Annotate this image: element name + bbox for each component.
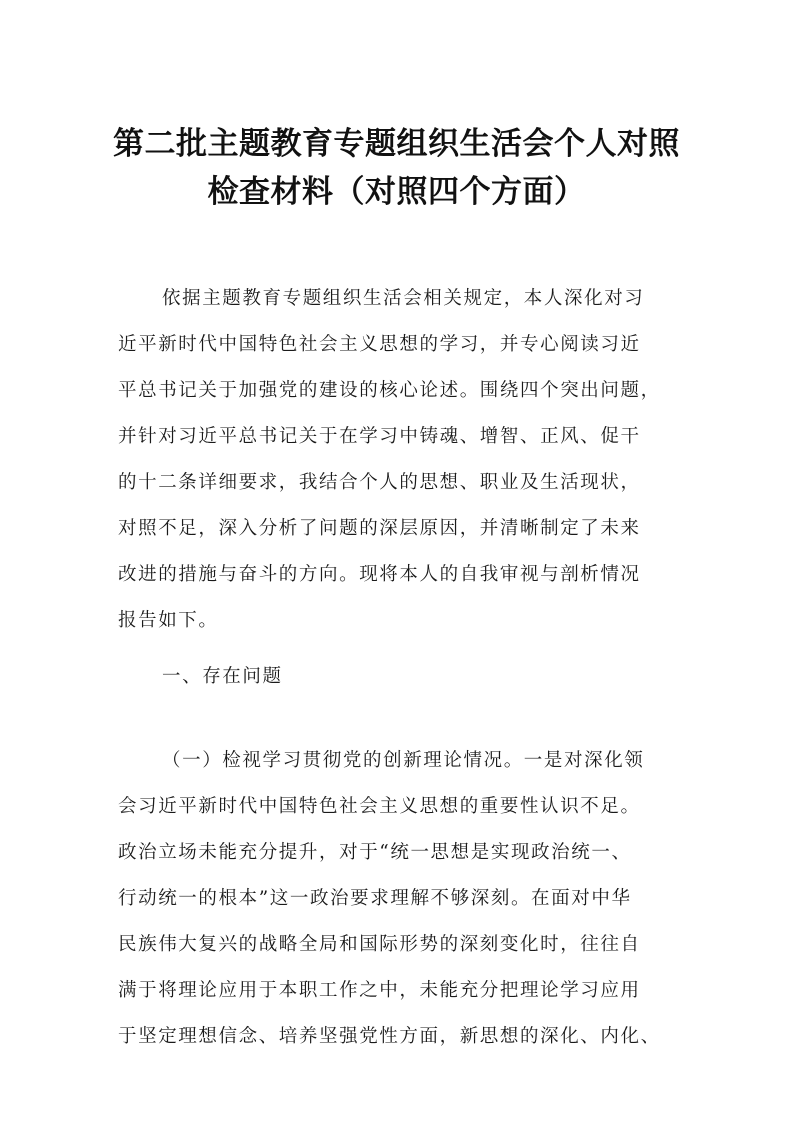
subsection-line: 政治立场未能充分提升，对于“统一思想是实现政治统一、: [118, 842, 632, 863]
subsection-line: 于坚定理想信念、培养坚强党性方面，新思想的深化、内化、: [118, 1026, 661, 1047]
intro-line: 平总书记关于加强党的建设的核心论述。围绕四个突出问题，: [118, 380, 661, 401]
subsection-line: 行动统一的根本”这一政治要求理解不够深刻。在面对中华: [118, 888, 632, 909]
intro-line: 对照不足，深入分析了问题的深层原因，并清晰制定了未来: [118, 518, 641, 539]
section-heading: 一、存在问题: [162, 666, 283, 687]
intro-line: 并针对习近平总书记关于在学习中铸魂、增智、正风、促干: [118, 426, 641, 447]
subsection-line: 民族伟大复兴的战略全局和国际形势的深刻变化时，往往自: [118, 934, 641, 955]
intro-line: 近平新时代中国特色社会主义思想的学习，并专心阅读习近: [118, 334, 641, 355]
subsection-line: 满于将理论应用于本职工作之中，未能充分把理论学习应用: [118, 980, 641, 1001]
intro-line: 改进的措施与奋斗的方向。现将本人的自我审视与剖析情况: [118, 564, 641, 585]
subsection-line: 会习近平新时代中国特色社会主义思想的重要性认识不足。: [118, 796, 641, 817]
intro-line: 的十二条详细要求，我结合个人的思想、职业及生活现状，: [118, 472, 641, 493]
intro-line: 报告如下。: [118, 610, 219, 631]
document-title-line-2: 检查材料（对照四个方面）: [207, 174, 586, 210]
intro-line: 依据主题教育专题组织生活会相关规定，本人深化对习: [162, 288, 645, 309]
subsection-line: （一）检视学习贯彻党的创新理论情况。一是对深化领: [162, 750, 645, 771]
document-title-line-1: 第二批主题教育专题组织生活会个人对照: [113, 126, 680, 162]
